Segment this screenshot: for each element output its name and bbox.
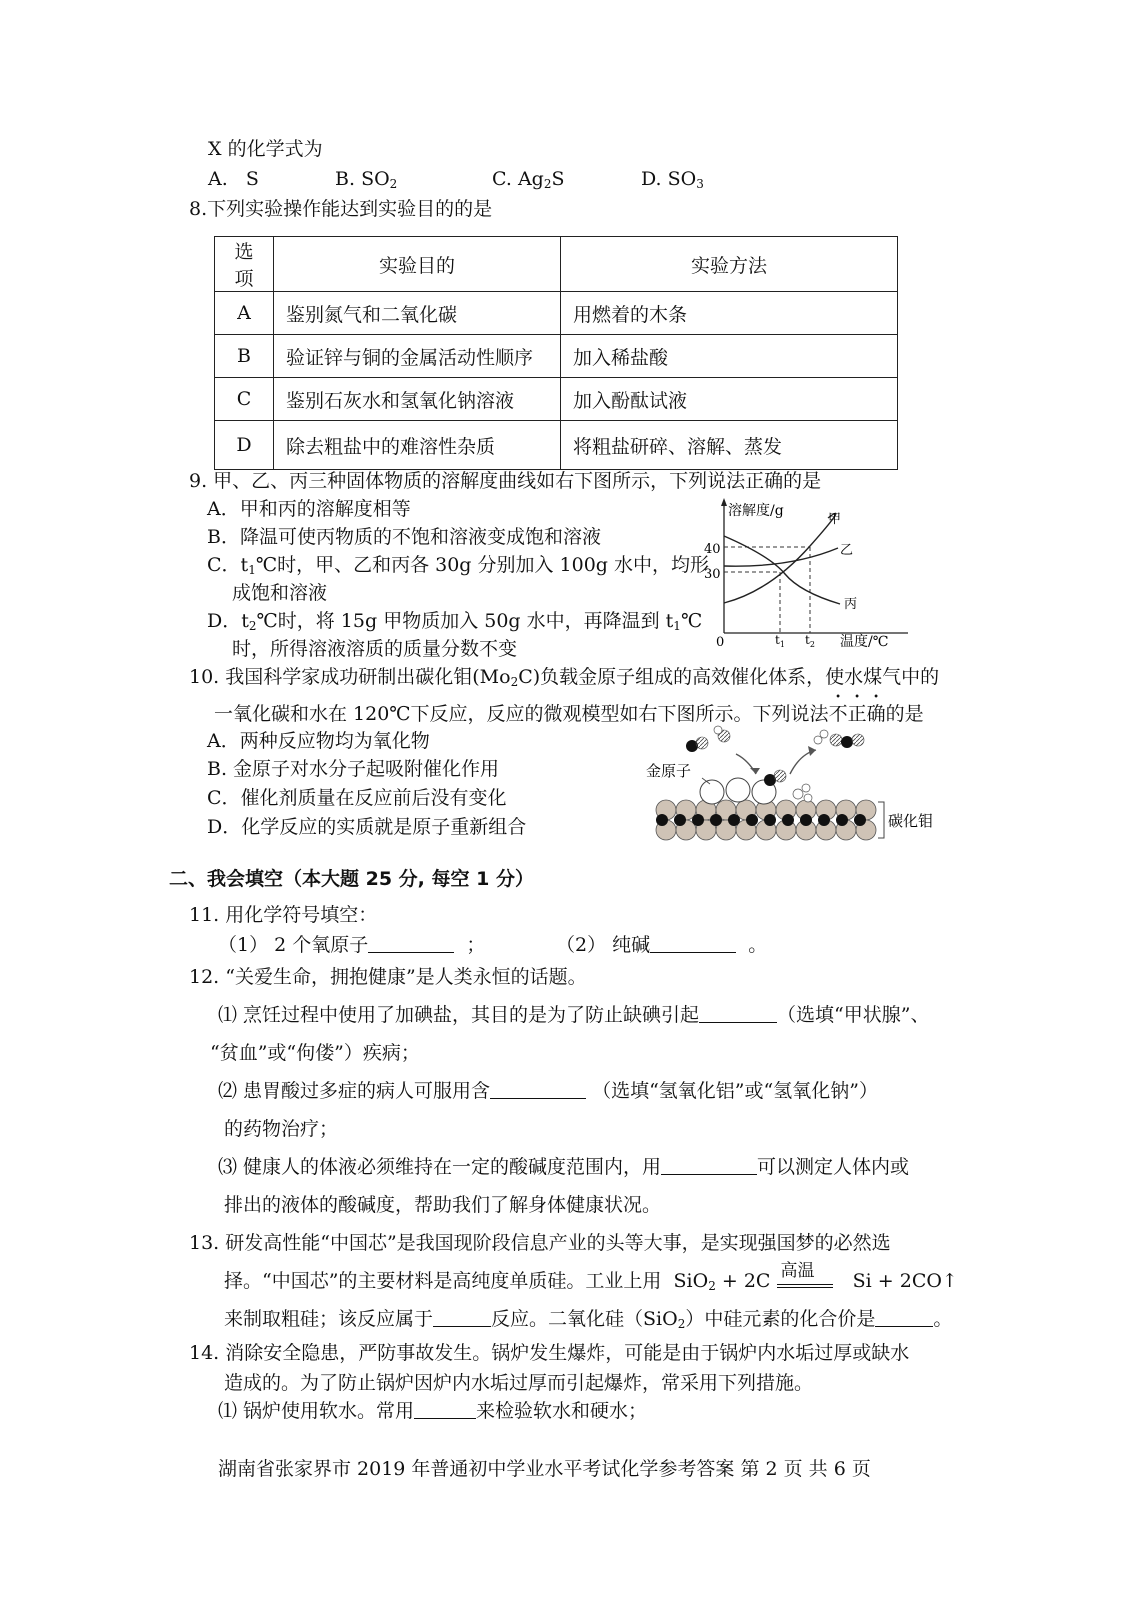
molecule-co-adsorbed (764, 770, 786, 786)
y-tick-30: 30 (704, 567, 721, 582)
q13-line-3: 来制取粗硅；该反应属于 反应。二氧化硅（SiO$_2$）中硅元素的化合价是 。 (224, 1308, 953, 1331)
molecule-water-top (714, 726, 730, 742)
answer-blank[interactable] (699, 1004, 777, 1023)
q10-stem-1: 10. 我国科学家成功研制出碳化钼$(Mo_2C)$负载金原子组成的高效催化体系，使水煤气中的 (189, 666, 940, 689)
carbide-label: 碳化钼 (888, 812, 934, 830)
table-row (215, 335, 898, 378)
q9-option-c: C．$t_1℃$时，甲、乙和丙各 30g 分别加入 100g 水中，均形 (207, 554, 710, 577)
cell-option: C (215, 378, 274, 421)
section-title: 二、我会填空（本大题 25 分, 每空 1 分） (169, 868, 534, 890)
table-row (215, 421, 898, 470)
q7-stem-tail: X 的化学式为 (208, 138, 323, 160)
answer-blank[interactable] (650, 934, 736, 953)
curve-bing (724, 536, 840, 604)
table-header-row (215, 237, 898, 292)
header-method: 实验方法 (561, 237, 898, 292)
q12-part-2: ⑵ 患胃酸过多症的病人可服用含 （选填“氢氧化铝”或“氢氧化钠”） (218, 1080, 878, 1102)
cell-method: 加入酚酞试液 (561, 378, 898, 421)
answer-blank[interactable] (414, 1400, 476, 1419)
q7-option-b: B. $SO_2$ (335, 168, 398, 191)
q9-option-b: B．降温可使丙物质的不饱和溶液变成饱和溶液 (207, 526, 601, 548)
answer-blank[interactable] (490, 1080, 586, 1099)
q14-line-2: 造成的。为了防止锅炉因炉内水垢过厚而引起爆炸，常采用下列措施。 (224, 1372, 814, 1394)
reaction-arrow (777, 1261, 835, 1294)
q10-option-b: B. 金原子对水分子起吸附催化作用 (207, 758, 500, 780)
q9-option-d-cont: 时，所得溶液溶质的质量分数不变 (232, 638, 518, 660)
molecule-co-left (686, 737, 708, 752)
q10-option-d: D．化学反应的实质就是原子重新组合 (207, 816, 527, 838)
series-label-bing: 丙 (844, 597, 858, 612)
series-label-jia: 甲 (828, 512, 842, 527)
x-tick-t2: $t_2$ (805, 633, 815, 649)
q12-part-1: ⑴ 烹饪过程中使用了加碘盐，其目的是为了防止缺碘引起 （选填“甲状腺”、 (218, 1004, 930, 1026)
q12-stem: 12. “关爱生命，拥抱健康”是人类永恒的话题。 (189, 966, 587, 988)
y-tick-40: 40 (704, 542, 721, 557)
header-purpose: 实验目的 (274, 237, 561, 292)
molecule-h2 (814, 730, 828, 744)
q8-stem: 8.下列实验操作能达到实验目的的是 (189, 198, 493, 220)
q7-option-a: A. S (208, 168, 259, 190)
q11-stem: 11. 用化学符号填空： (189, 904, 378, 926)
equation-left: SiO$_2$ + 2C (673, 1270, 771, 1293)
table-row (215, 292, 898, 335)
q10-option-c: C．催化剂质量在反应前后没有变化 (207, 787, 507, 809)
origin-label: 0 (716, 635, 725, 650)
q10-option-a: A．两种反应物均为氧化物 (207, 730, 430, 752)
q12-part-3-cont: 排出的液体的酸碱度，帮助我们了解身体健康状况。 (224, 1194, 662, 1216)
x-tick-t1: $t_1$ (775, 633, 785, 649)
q12-part-2-cont: 的药物治疗； (224, 1118, 339, 1140)
emphasis-text: 不正确 (828, 703, 886, 725)
q9-option-d: D．$t_2℃$时，将 15g 甲物质加入 50g 水中，再降温到 $t_1℃$ (207, 610, 703, 633)
gold-atom-label: 金原子 (646, 762, 692, 780)
y-axis-arrow (721, 498, 727, 506)
q7-option-d: D. $SO_3$ (641, 168, 704, 191)
series-label-yi: 乙 (840, 543, 854, 558)
q13-line-2: 择。“中国芯”的主要材料是高纯度单质硅。工业上用 SiO$_2$ + 2C 高温 Si + 2CO↑ (224, 1268, 958, 1294)
y-axis-label: 溶解度/g (728, 503, 784, 519)
arrow-up-head-icon (808, 746, 816, 756)
q14-part-1: ⑴ 锅炉使用软水。常用 来检验软水和硬水； (218, 1400, 648, 1422)
catalyst-diagram (640, 718, 940, 850)
q8-table (214, 236, 898, 470)
answer-blank[interactable] (661, 1156, 757, 1175)
cell-option: B (215, 335, 274, 378)
cell-purpose: 除去粗盐中的难溶性杂质 (274, 421, 561, 470)
curve-yi (724, 548, 838, 566)
cell-purpose: 鉴别石灰水和氢氧化钠溶液 (274, 378, 561, 421)
cell-method: 将粗盐研碎、溶解、蒸发 (561, 421, 898, 470)
cell-option: D (215, 421, 274, 470)
cell-method: 加入稀盐酸 (561, 335, 898, 378)
answer-blank[interactable] (368, 934, 454, 953)
table-row (215, 378, 898, 421)
cell-purpose: 验证锌与铜的金属活动性顺序 (274, 335, 561, 378)
header-option: 选项 (215, 237, 274, 292)
cell-purpose: 鉴别氮气和二氧化碳 (274, 292, 561, 335)
solubility-chart (700, 496, 915, 656)
equation-right: Si + 2CO↑ (852, 1270, 958, 1292)
q10-stem-2: 一氧化碳和水在 120℃下反应，反应的微观模型如右下图所示。下列说法不正确的是 (214, 703, 924, 725)
cell-method: 用燃着的木条 (561, 292, 898, 335)
cell-option: A (215, 292, 274, 335)
q11-part-2: （2） 纯碱 。 (556, 934, 768, 956)
q11-part-1: （1） 2 个氧原子 ； (218, 934, 486, 956)
q7-option-c: C. $Ag_2S$ (492, 168, 565, 191)
q12-part-3: ⑶ 健康人的体液必须维持在一定的酸碱度范围内，用 可以测定人体内或 (218, 1156, 910, 1178)
molecule-water-adsorbed (793, 784, 812, 802)
reaction-condition: 高温 (780, 1261, 815, 1281)
q13-line-1: 13. 研发高性能“中国芯”是我国现阶段信息产业的头等大事，是实现强国梦的必然选 (189, 1232, 891, 1254)
x-axis-label: 温度/℃ (840, 634, 889, 650)
page-footer: 湖南省张家界市 2019 年普通初中学业水平考试化学参考答案 第 2 页 共 6 页 (218, 1458, 871, 1480)
q14-line-1: 14. 消除安全隐患，严防事故发生。锅炉发生爆炸，可能是由于锅炉内水垢过厚或缺水 (189, 1342, 910, 1364)
q9-option-c-cont: 成饱和溶液 (232, 582, 328, 604)
q9-stem: 9. 甲、乙、丙三种固体物质的溶解度曲线如右下图所示，下列说法正确的是 (189, 470, 822, 492)
molecule-co2 (830, 734, 864, 748)
answer-blank[interactable] (433, 1308, 491, 1327)
q12-part-1-cont: “贫血”或“佝偻”）疾病； (210, 1042, 420, 1064)
answer-blank[interactable] (875, 1308, 933, 1327)
q9-option-a: A．甲和丙的溶解度相等 (207, 498, 411, 520)
carbide-bracket (878, 802, 884, 838)
